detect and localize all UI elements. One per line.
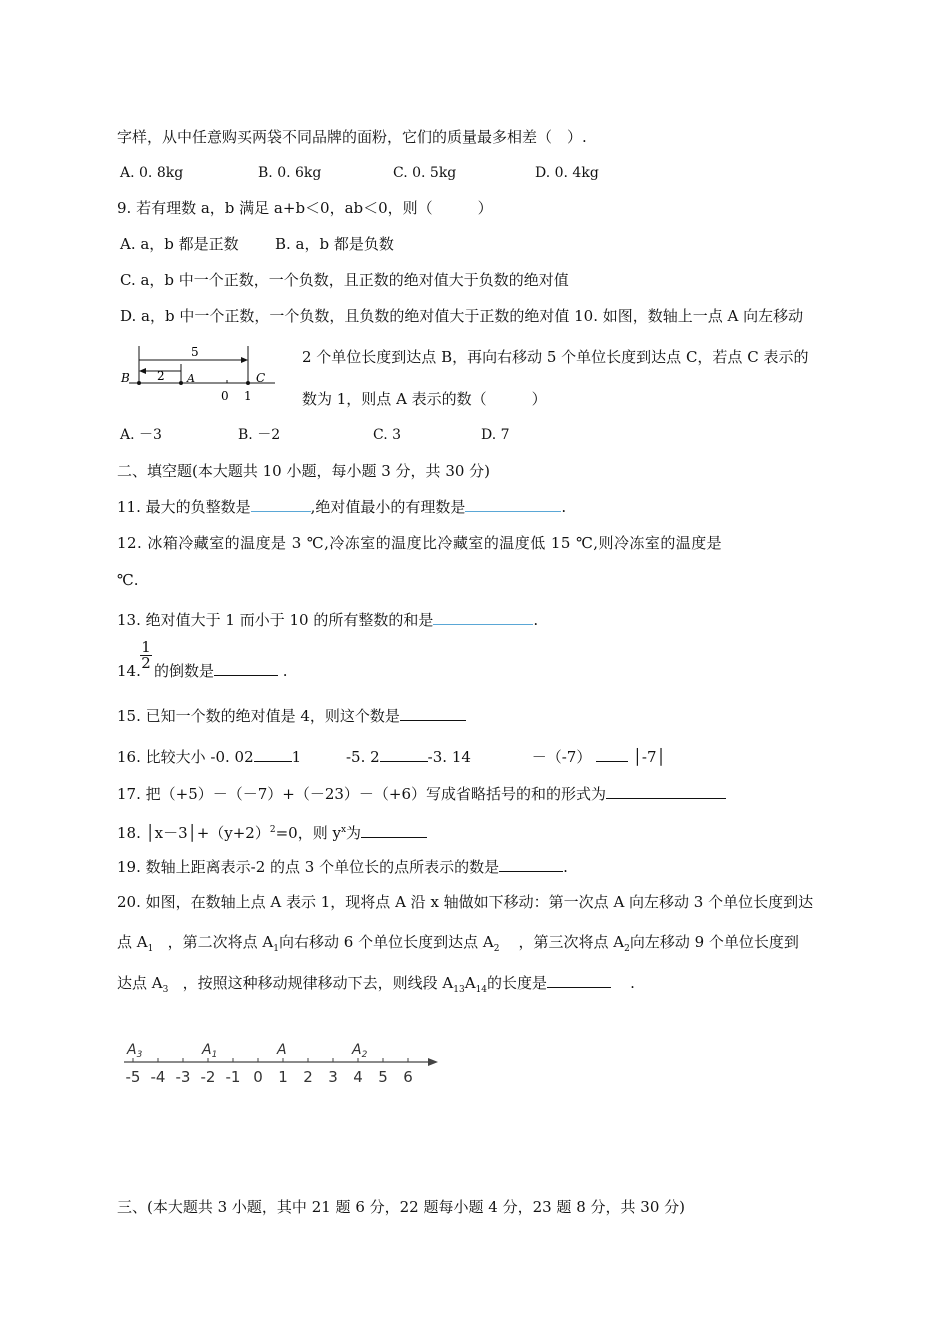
q20-l3-d: 的长度是	[487, 974, 548, 992]
q11	[117, 496, 566, 518]
q20-l3-sub3: 14	[475, 985, 488, 995]
number-line-point-label: $A_3$	[127, 1042, 143, 1060]
q16-blank-3[interactable]	[596, 746, 628, 762]
q20-l3-b: ，按照这种移动规律移动下去，则线段 A	[182, 974, 454, 992]
q20-l2-sub3: 2	[493, 944, 500, 954]
q13-blank[interactable]	[433, 609, 533, 625]
q20-blank[interactable]	[547, 972, 611, 988]
q8-option-a: A. 0. 8kg	[120, 165, 184, 181]
q20-l3-sub2: 13	[453, 985, 465, 995]
q18-part-c: 为	[346, 824, 362, 842]
q20-l3-sub1: 3	[162, 985, 169, 995]
q14-fraction	[140, 640, 152, 671]
section-2-title: 二、填空题(本大题共 10 小题，每小题 3 分，共 30 分)	[117, 462, 491, 480]
q16-part-c: -5. 2	[345, 748, 380, 766]
q8-option-d: D. 0. 4kg	[535, 165, 599, 181]
q20-l2-b: ，第二次将点 A	[167, 933, 274, 951]
number-line-tick-label: -5	[125, 1068, 141, 1086]
number-line-tick-label: 4	[353, 1068, 363, 1086]
number-line-tick-label: 6	[403, 1068, 413, 1086]
q13	[117, 609, 538, 631]
q8-option-b: B. 0. 6kg	[258, 165, 322, 181]
number-line-tick-label: -2	[200, 1068, 216, 1086]
number-line-tick-label: 1	[278, 1068, 288, 1086]
q19-part-a: 19. 数轴上距离表示-2 的点 3 个单位长的点所表示的数是	[117, 858, 500, 876]
q20-l2-c: 向右移动 6 个单位长度到达点 A	[279, 933, 494, 951]
q20-l2-sub2: 1	[273, 944, 279, 954]
q9-option-a: A. a，b 都是正数	[120, 235, 239, 253]
q19-blank[interactable]	[499, 856, 563, 872]
q17	[117, 783, 726, 805]
q14-numerator: 1	[141, 638, 151, 656]
q20-line3	[117, 972, 635, 1001]
section-3-title: 三、(本大题共 3 小题，其中 21 题 6 分，22 题每小题 4 分，23 题 8 分，共 30 分)	[117, 1198, 685, 1216]
q8-option-c: C. 0. 5kg	[393, 165, 457, 181]
q10-option-c: C. 3	[373, 427, 402, 443]
q19	[117, 856, 568, 878]
q16-part-e: －（-7）	[531, 748, 592, 766]
q20-number-line	[118, 1040, 448, 1092]
q14-prefix: 14.	[117, 662, 141, 680]
q10-fig-label-5: 5	[191, 345, 199, 359]
number-line-point-label: A	[277, 1042, 287, 1058]
q10-figure	[115, 342, 290, 404]
q18	[117, 819, 427, 844]
number-line-tick-label: -1	[225, 1068, 241, 1086]
q20-l3-a: 达点 A	[117, 974, 163, 992]
number-line-point-label: $A_1$	[202, 1042, 218, 1060]
q20-l2-sub4: 2	[624, 944, 630, 954]
number-line-tick-label: 3	[328, 1068, 338, 1086]
q20-l3-e: .	[630, 974, 635, 992]
q16-part-a: 16. 比较大小 -0. 02	[117, 748, 254, 766]
q9-stem: 9. 若有理数 a，b 满足 a+b＜0，ab＜0，则（ ）	[117, 199, 493, 217]
number-line-point-label: $A_2$	[352, 1042, 368, 1060]
q10-option-b: B. －2	[238, 427, 281, 443]
q10-fig-label-1: 1	[244, 389, 252, 403]
q20-l2-sub1: 1	[147, 944, 154, 954]
q15-blank[interactable]	[400, 705, 466, 721]
q20-l3-c: A	[464, 974, 476, 992]
number-line-tick-label: 2	[303, 1068, 313, 1086]
q16	[117, 746, 666, 768]
q9-option-d: D. a，b 中一个正数，一个负数，且负数的绝对值大于正数的绝对值 10. 如图，数轴上一点 A 向左移动	[120, 307, 804, 325]
q16-blank-1[interactable]	[254, 746, 292, 762]
q20-line1: 20. 如图，在数轴上点 A 表示 1，现将点 A 沿 x 轴做如下移动：第一次点 A 向左移动 3 个单位长度到达	[117, 893, 814, 911]
q14-suffix: 的倒数是	[154, 662, 215, 680]
q18-part-b: =0，则 y	[275, 824, 341, 842]
q16-part-d: -3. 14	[427, 748, 471, 766]
q17-text: 17. 把（+5）－（－7）+（－23）－（+6）写成省略括号的和的形式为	[117, 785, 607, 803]
q12-line2: ℃.	[117, 571, 139, 589]
q14-blank[interactable]	[214, 660, 278, 676]
q10-option-d: D. 7	[481, 427, 510, 443]
q16-part-f: │-7│	[632, 748, 666, 766]
q12-line1: 12. 冰箱冷藏室的温度是 3 ℃,冷冻室的温度比冷藏室的温度低 15 ℃,则冷冻室的温度是	[117, 534, 723, 552]
q20-line2	[117, 931, 799, 960]
q9-option-c: C. a，b 中一个正数，一个负数，且正数的绝对值大于负数的绝对值	[120, 271, 569, 289]
q20-l2-d: ，第三次将点 A	[518, 933, 625, 951]
q11-part-c: .	[561, 498, 567, 516]
q10-fig-label-2: 2	[157, 369, 165, 383]
q18-part-a: 18. │x－3│+（y+2）	[117, 824, 270, 842]
q19-part-b: .	[563, 858, 568, 876]
q18-blank[interactable]	[361, 822, 427, 838]
q10-line2: 2 个单位长度到达点 B，再向右移动 5 个单位长度到达点 C，若点 C 表示的	[302, 348, 809, 366]
q10-fig-label-c: C	[256, 371, 266, 385]
number-line-tick-label: -3	[175, 1068, 191, 1086]
q13-part-b: .	[533, 611, 539, 629]
q10-line3: 数为 1，则点 A 表示的数（ ）	[302, 390, 547, 408]
q15-text: 15. 已知一个数的绝对值是 4，则这个数是	[117, 707, 400, 725]
q17-blank[interactable]	[606, 783, 726, 799]
q10-fig-label-0: 0	[221, 389, 229, 403]
q20-l2-a: 点 A	[117, 933, 148, 951]
q16-part-b: 1	[291, 748, 302, 766]
q15	[117, 705, 466, 727]
q13-part-a: 13. 绝对值大于 1 而小于 10 的所有整数的和是	[117, 611, 434, 629]
q11-blank-2[interactable]	[465, 496, 561, 512]
q18-sup-x: x	[340, 825, 347, 835]
q16-blank-2[interactable]	[380, 746, 428, 762]
q11-part-b: ,绝对值最小的有理数是	[310, 498, 466, 516]
q10-fig-label-a: A	[187, 372, 195, 385]
q8-tail: 字样，从中任意购买两袋不同品牌的面粉，它们的质量最多相差（ ）.	[117, 128, 587, 146]
q10-fig-label-b: B	[121, 371, 130, 385]
q9-option-b: B. a，b 都是负数	[275, 235, 394, 253]
number-line-tick-label: -4	[150, 1068, 166, 1086]
q20-l2-e: 向左移动 9 个单位长度到	[629, 933, 799, 951]
q14-rest	[154, 660, 288, 682]
q10-option-a: A. －3	[120, 427, 162, 443]
number-line-tick-label: 0	[253, 1068, 263, 1086]
q11-part-a: 11. 最大的负整数是	[117, 498, 251, 516]
number-line-tick-label: 5	[378, 1068, 388, 1086]
q11-blank-1[interactable]	[251, 496, 311, 512]
q18-sup-2: 2	[269, 825, 276, 835]
q14-end: .	[282, 662, 288, 680]
q14-denominator: 2	[141, 654, 151, 672]
